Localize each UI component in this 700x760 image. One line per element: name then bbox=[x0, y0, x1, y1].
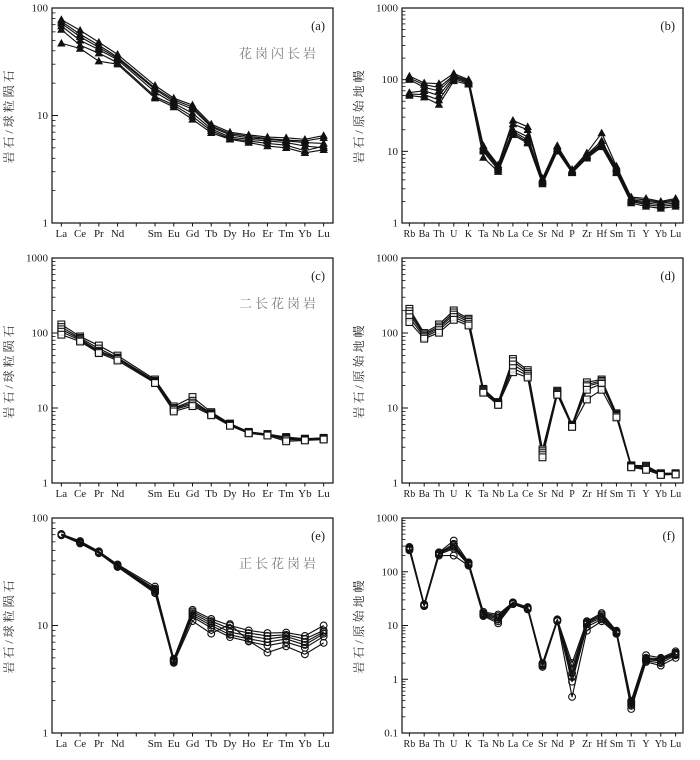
panel-letter: (d) bbox=[660, 269, 675, 283]
x-tick-label: Sr bbox=[538, 229, 547, 240]
x-tick-label: Ta bbox=[478, 229, 489, 240]
x-tick-label: Yb bbox=[654, 489, 667, 500]
x-tick-label: Gd bbox=[185, 228, 200, 240]
square-marker bbox=[613, 414, 620, 421]
x-tick-label: Yb bbox=[654, 739, 667, 750]
x-tick-label: Nb bbox=[492, 489, 505, 500]
series-line bbox=[409, 544, 675, 702]
x-tick-label: Nd bbox=[551, 229, 564, 240]
y-tick-label: 100 bbox=[31, 2, 48, 15]
x-tick-label: Eu bbox=[167, 488, 180, 500]
square-marker bbox=[406, 319, 413, 326]
x-tick-label: Ta bbox=[478, 489, 489, 500]
x-tick-label: Hf bbox=[596, 489, 607, 500]
x-tick-label: Dy bbox=[223, 228, 237, 240]
x-tick-label: Nb bbox=[492, 229, 505, 240]
x-tick-label: K bbox=[464, 739, 473, 750]
series-line bbox=[409, 541, 675, 701]
series-line bbox=[409, 549, 675, 706]
x-tick-label: Zr bbox=[582, 489, 592, 500]
x-tick-label: Ho bbox=[241, 488, 256, 500]
x-tick-label: K bbox=[464, 489, 473, 500]
square-marker bbox=[583, 396, 590, 403]
x-tick-label: P bbox=[569, 229, 575, 240]
x-tick-label: Ce bbox=[73, 738, 87, 750]
y-tick-label: 10 bbox=[387, 402, 398, 415]
square-marker bbox=[480, 389, 487, 396]
x-tick-label: Ti bbox=[626, 739, 636, 750]
square-marker bbox=[436, 329, 443, 336]
x-tick-label: Dy bbox=[223, 738, 237, 750]
panel-title: 花岗闪长岩 bbox=[238, 46, 319, 61]
square-marker bbox=[628, 464, 635, 471]
x-tick-label: Tb bbox=[205, 488, 218, 500]
x-tick-label: Ho bbox=[241, 738, 256, 750]
x-tick-label: Lu bbox=[317, 228, 330, 240]
x-tick-label: U bbox=[450, 489, 458, 500]
y-axis-label: 岩石/原始地幔 bbox=[352, 577, 366, 674]
panel-title: 二长花岗岩 bbox=[238, 296, 319, 311]
panel-f-chart bbox=[350, 510, 700, 760]
y-axis-label: 岩石/球粒陨石 bbox=[2, 67, 16, 164]
x-tick-label: Gd bbox=[185, 738, 200, 750]
panel-letter: (e) bbox=[311, 529, 325, 543]
x-tick-label: La bbox=[55, 738, 68, 750]
x-tick-label: Lu bbox=[670, 229, 682, 240]
x-tick-label: Ce bbox=[522, 229, 534, 240]
square-marker bbox=[208, 412, 215, 419]
y-axis-label: 岩石/球粒陨石 bbox=[2, 322, 16, 419]
plot-frame bbox=[52, 258, 333, 483]
x-tick-label: Er bbox=[262, 488, 273, 500]
x-tick-label: Sm bbox=[609, 739, 624, 750]
x-tick-label: Y bbox=[642, 739, 650, 750]
x-tick-label: Sm bbox=[609, 229, 624, 240]
panel-letter: (b) bbox=[660, 19, 675, 33]
x-tick-label: Nd bbox=[110, 488, 125, 500]
y-tick-label: 10 bbox=[37, 620, 48, 632]
x-tick-label: U bbox=[450, 739, 458, 750]
square-marker bbox=[170, 408, 177, 415]
y-tick-label: 1 bbox=[42, 727, 48, 740]
x-tick-label: Er bbox=[262, 738, 273, 750]
x-tick-label: Ce bbox=[73, 488, 87, 500]
x-tick-label: U bbox=[450, 229, 458, 240]
x-tick-label: P bbox=[569, 739, 575, 750]
x-tick-label: Th bbox=[433, 739, 445, 750]
x-tick-label: Ce bbox=[73, 228, 87, 240]
y-tick-label: 10 bbox=[37, 402, 48, 415]
x-tick-label: Hf bbox=[596, 739, 607, 750]
x-tick-label: Eu bbox=[167, 738, 180, 750]
x-tick-label: La bbox=[55, 488, 68, 500]
triangle-marker bbox=[57, 39, 65, 47]
panel-letter: (c) bbox=[311, 269, 325, 283]
y-tick-label: 10 bbox=[387, 620, 398, 632]
y-tick-label: 1 bbox=[392, 673, 398, 686]
x-tick-label: Ce bbox=[522, 739, 534, 750]
x-tick-label: Rb bbox=[403, 229, 416, 240]
square-marker bbox=[189, 403, 196, 410]
square-marker bbox=[583, 386, 590, 393]
y-tick-label: 100 bbox=[31, 327, 48, 340]
series-line bbox=[61, 324, 323, 438]
series-line bbox=[409, 81, 675, 208]
y-tick-label: 100 bbox=[381, 327, 398, 340]
panel-letter: (f) bbox=[662, 529, 675, 543]
square-marker bbox=[672, 471, 679, 478]
square-marker bbox=[114, 357, 121, 364]
panel-b-chart bbox=[350, 0, 700, 250]
panel-e-chart bbox=[0, 510, 350, 760]
panel-letter: (a) bbox=[311, 19, 325, 33]
plot-frame bbox=[402, 8, 683, 223]
x-tick-label: Pr bbox=[93, 738, 104, 750]
y-axis-label: 岩石/原始地幔 bbox=[352, 67, 366, 164]
series-line bbox=[61, 21, 323, 141]
x-tick-label: Tm bbox=[278, 738, 294, 750]
x-tick-label: Pr bbox=[93, 228, 104, 240]
x-tick-label: Sm bbox=[609, 489, 624, 500]
x-tick-label: Nd bbox=[551, 489, 564, 500]
square-marker bbox=[95, 350, 102, 357]
square-marker bbox=[643, 466, 650, 473]
square-marker bbox=[227, 422, 234, 429]
x-tick-label: Nd bbox=[110, 738, 125, 750]
x-tick-label: Sr bbox=[538, 489, 547, 500]
triangle-marker bbox=[95, 57, 103, 65]
x-tick-label: Pr bbox=[93, 488, 104, 500]
x-tick-label: Sr bbox=[538, 739, 547, 750]
y-tick-label: 1000 bbox=[376, 512, 398, 525]
panel-title: 正长花岗岩 bbox=[238, 556, 319, 571]
x-tick-label: Ta bbox=[478, 739, 489, 750]
x-tick-label: La bbox=[507, 739, 519, 750]
x-tick-label: Nd bbox=[551, 739, 564, 750]
x-tick-label: Yb bbox=[298, 228, 312, 240]
y-tick-label: 1000 bbox=[26, 252, 48, 265]
x-tick-label: Ba bbox=[418, 229, 430, 240]
x-tick-label: Yb bbox=[654, 229, 667, 240]
x-tick-label: Lu bbox=[317, 488, 330, 500]
square-marker bbox=[539, 454, 546, 461]
x-tick-label: Th bbox=[433, 229, 445, 240]
series-line bbox=[409, 79, 675, 207]
square-marker bbox=[421, 335, 428, 342]
x-tick-label: K bbox=[464, 229, 473, 240]
panel-a-chart bbox=[0, 0, 350, 250]
x-tick-label: La bbox=[55, 228, 68, 240]
triangle-marker bbox=[597, 129, 605, 137]
x-tick-label: Tb bbox=[205, 228, 218, 240]
x-tick-label: Ba bbox=[418, 739, 430, 750]
square-marker bbox=[569, 423, 576, 430]
square-marker bbox=[245, 430, 252, 437]
x-tick-label: Y bbox=[642, 229, 650, 240]
x-tick-label: Ce bbox=[522, 489, 534, 500]
x-tick-label: Sm bbox=[147, 488, 163, 500]
x-tick-label: Sm bbox=[147, 228, 163, 240]
x-tick-label: Lu bbox=[670, 489, 682, 500]
x-tick-label: Gd bbox=[185, 488, 200, 500]
x-tick-label: La bbox=[507, 229, 519, 240]
x-tick-label: Th bbox=[433, 489, 445, 500]
panel-c-chart bbox=[0, 250, 350, 510]
series-line bbox=[409, 545, 675, 703]
x-tick-label: Zr bbox=[582, 739, 592, 750]
x-tick-label: Sm bbox=[147, 738, 163, 750]
square-marker bbox=[524, 374, 531, 381]
square-marker bbox=[510, 369, 517, 376]
x-tick-label: Er bbox=[262, 228, 273, 240]
y-tick-label: 1000 bbox=[376, 2, 398, 15]
y-tick-label: 0.1 bbox=[384, 727, 398, 740]
y-tick-label: 1 bbox=[392, 477, 398, 490]
square-marker bbox=[302, 437, 309, 444]
x-tick-label: Nd bbox=[110, 228, 125, 240]
panel-d-chart bbox=[350, 250, 700, 510]
square-marker bbox=[450, 316, 457, 323]
square-marker bbox=[152, 380, 159, 387]
x-tick-label: Rb bbox=[403, 489, 416, 500]
x-tick-label: Yb bbox=[298, 488, 312, 500]
x-tick-label: Lu bbox=[670, 739, 682, 750]
x-tick-label: Tm bbox=[278, 228, 294, 240]
y-tick-label: 1 bbox=[42, 217, 48, 230]
x-tick-label: Yb bbox=[298, 738, 312, 750]
square-marker bbox=[465, 322, 472, 329]
y-tick-label: 100 bbox=[381, 566, 398, 579]
square-marker bbox=[495, 401, 502, 408]
square-marker bbox=[320, 436, 327, 443]
x-tick-label: Dy bbox=[223, 488, 237, 500]
y-tick-label: 1000 bbox=[376, 252, 398, 265]
square-marker bbox=[554, 391, 561, 398]
square-marker bbox=[77, 338, 84, 345]
series-line bbox=[409, 547, 675, 705]
square-marker bbox=[264, 432, 271, 439]
x-tick-label: Ba bbox=[418, 489, 430, 500]
x-tick-label: Tb bbox=[205, 738, 218, 750]
x-tick-label: Rb bbox=[403, 739, 416, 750]
y-tick-label: 100 bbox=[31, 512, 48, 525]
x-tick-label: Nb bbox=[492, 739, 505, 750]
x-tick-label: Ti bbox=[626, 489, 636, 500]
y-tick-label: 1 bbox=[392, 217, 398, 230]
x-tick-label: La bbox=[507, 489, 519, 500]
square-marker bbox=[283, 438, 290, 445]
x-tick-label: Y bbox=[642, 489, 650, 500]
x-tick-label: Eu bbox=[167, 228, 180, 240]
x-tick-label: Lu bbox=[317, 738, 330, 750]
x-tick-label: P bbox=[569, 489, 575, 500]
y-tick-label: 100 bbox=[381, 74, 398, 87]
square-marker bbox=[598, 386, 605, 393]
x-tick-label: Ho bbox=[241, 228, 256, 240]
y-tick-label: 1 bbox=[42, 477, 48, 490]
y-axis-label: 岩石/球粒陨石 bbox=[2, 577, 16, 674]
y-tick-label: 10 bbox=[37, 110, 48, 122]
y-tick-label: 10 bbox=[387, 145, 398, 158]
square-marker bbox=[58, 331, 65, 338]
x-tick-label: Ti bbox=[626, 229, 636, 240]
x-tick-label: Hf bbox=[596, 229, 607, 240]
y-axis-label: 岩石/原始地幔 bbox=[352, 322, 366, 419]
x-tick-label: Tm bbox=[278, 488, 294, 500]
square-marker bbox=[657, 472, 664, 479]
x-tick-label: Zr bbox=[582, 229, 592, 240]
